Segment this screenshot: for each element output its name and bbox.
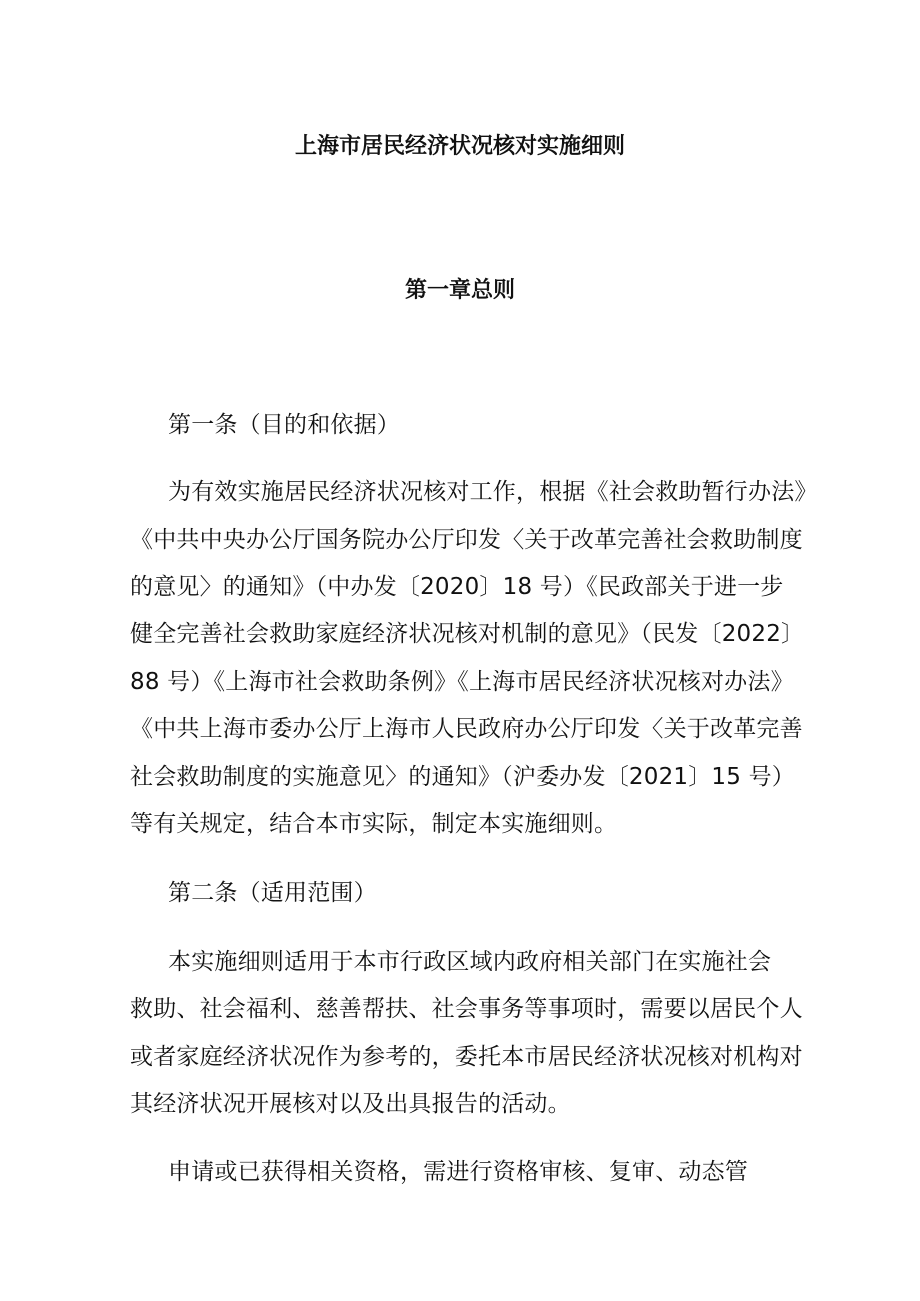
article-1-line-2: 《中共中央办公厅国务院办公厅印发〈关于改革完善社会救助制度 xyxy=(130,527,803,553)
article-2-para-2-line-1: 申请或已获得相关资格，需进行资格审核、复审、动态管 xyxy=(168,1159,748,1185)
article-2-heading: 第二条（适用范围） xyxy=(168,880,377,906)
document-title: 上海市居民经济状况核对实施细则 xyxy=(294,134,625,159)
chapter-title: 第一章总则 xyxy=(404,278,515,303)
article-1-line-4: 健全完善社会救助家庭经济状况核对机制的意见》（民发〔2022〕 xyxy=(130,621,805,647)
article-1-line-3: 的意见〉的通知》（中办发〔2020〕18 号）《民政部关于进一步 xyxy=(130,574,784,600)
article-1-line-7: 社会救助制度的实施意见〉的通知》（沪委办发〔2021〕15 号） xyxy=(130,764,796,790)
article-1-line-5: 88 号）《上海市社会救助条例》《上海市居民经济状况核对办法》 xyxy=(130,669,794,695)
article-2-para-1-line-3: 或者家庭经济状况作为参考的，委托本市居民经济状况核对机构对 xyxy=(130,1044,803,1070)
article-2-para-1-line-1: 本实施细则适用于本市行政区域内政府相关部门在实施社会 xyxy=(168,949,772,975)
article-2-para-1-line-2: 救助、社会福利、慈善帮扶、社会事务等事项时，需要以居民个人 xyxy=(130,996,803,1022)
article-1-line-8: 等有关规定，结合本市实际，制定本实施细则。 xyxy=(130,811,618,837)
article-1-heading: 第一条（目的和依据） xyxy=(168,412,400,438)
article-2-para-1-line-4: 其经济状况开展核对以及出具报告的活动。 xyxy=(130,1091,571,1117)
article-1-line-1: 为有效实施居民经济状况核对工作，根据《社会救助暂行办法》 xyxy=(168,479,818,505)
article-1-line-6: 《中共上海市委办公厅上海市人民政府办公厅印发〈关于改革完善 xyxy=(130,716,803,742)
